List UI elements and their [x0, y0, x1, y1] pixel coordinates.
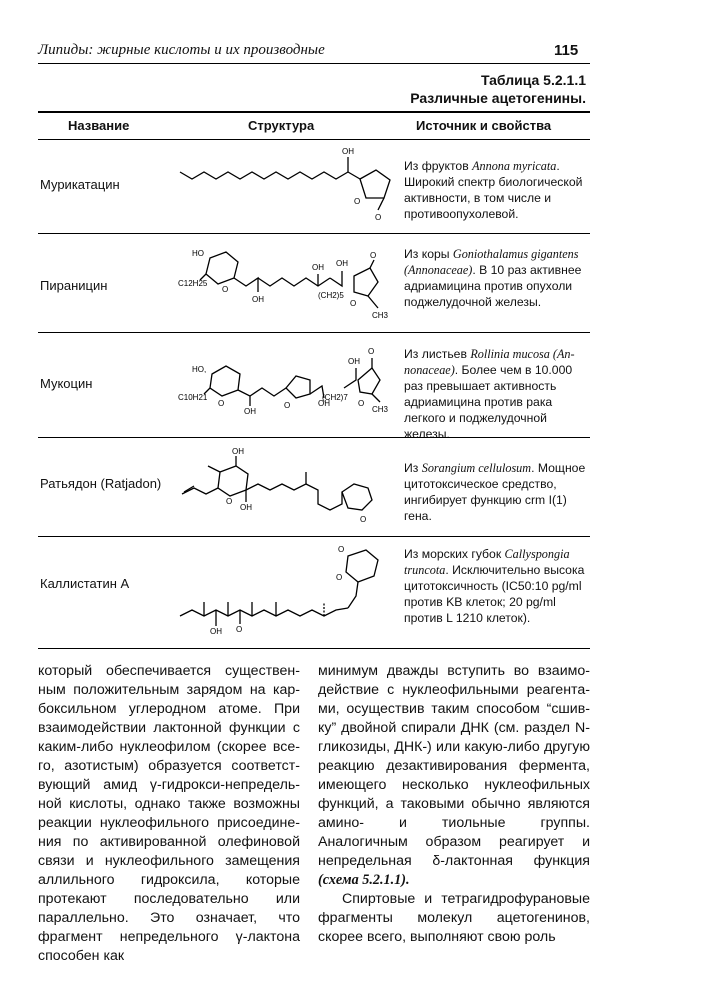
label-o: O — [354, 197, 361, 206]
label-c10h21: C10H21 — [178, 393, 208, 402]
running-title: Липиды: жирные кислоты и их производные — [38, 42, 325, 58]
label-oh: OH — [232, 447, 244, 456]
label-oh: OH — [336, 259, 348, 268]
compound-name: Ратьядон (Ratjadon) — [40, 476, 162, 491]
column-header-name: Название — [68, 118, 130, 133]
table-top-rule — [38, 111, 590, 113]
label-c12h25: C12H25 — [178, 279, 208, 288]
mucocin-structure — [172, 336, 398, 434]
label-o: O — [350, 299, 357, 308]
body-paragraph: минимум дважды вступить во взаимодействие с нуклеофильными реагентами, осуществив таким способом “сшивку” двойной спирали ДНК (см. раздел N-гликозиды, ДНК-) или какую-либо другую реакцию дезактивирования фермента, имеющего несколько нуклеофильных функций, а таковыми обычно являются амино- и тиольные группы. Аналогичным образом реагирует и непредельная δ-лактонная функция — [318, 663, 590, 869]
label-ho: HO, — [192, 365, 207, 374]
pyranicin-structure — [172, 236, 398, 328]
row-divider — [38, 332, 590, 333]
label-o: O — [368, 347, 375, 356]
table-header-rule — [38, 139, 590, 140]
compound-description: Из Sorangium cellulosum. Мощное цитотоксическое средство, ингибирует функцию crm I(1) гена. — [404, 461, 586, 523]
label-o: O — [222, 285, 229, 294]
compound-description: Из листьев Rollinia mucosa (Annonaceae). Более чем в 10.000 раз превышает активность адриамицина против рака легкого и поджелудочной железы. — [404, 347, 575, 441]
label-o: O — [218, 399, 225, 408]
body-text-left-column: который обеспечивается существенным положительным зарядом на карбоксильном углеродном атоме. При взаимодействии лактонной функции с каким-либо нуклеофилом (скорее всего, азотистым) образуется соответствующий амид γ-гидрокси-непредельной кислоты, однако также возможны реакции нуклеофильного присоединения по активированной олефиновой связи и нуклеофильного замещения аллильного гидроксила, которые протекают последовательно или параллельно. Это означает, что фрагмент непредельного γ-лактона способен как — [38, 663, 300, 964]
body-paragraph: Спиртовые и тетрагидрофурановые фрагменты молекул ацетогенинов, скорее всего, выполняют свою роль — [318, 891, 590, 945]
column-header-structure: Структура — [248, 118, 315, 133]
label-oh: OH — [252, 295, 264, 304]
label-o: O — [370, 251, 377, 260]
body-text-right-column — [318, 662, 590, 947]
label-ch2-7: (CH2)7 — [322, 393, 348, 402]
label-o: O — [236, 625, 243, 634]
label-ch3: CH3 — [372, 311, 389, 320]
label-o: O — [360, 515, 367, 524]
compound-name: Каллистатин А — [40, 576, 130, 591]
table-label: Таблица 5.2.1.1 — [480, 72, 586, 88]
label-o: O — [336, 573, 343, 582]
label-o: O — [358, 399, 365, 408]
row-divider — [38, 437, 590, 438]
compound-name: Пираницин — [40, 278, 108, 293]
label-oh: OH — [312, 263, 324, 272]
label-ho: HO — [192, 249, 204, 258]
callystatin-structure — [172, 540, 398, 644]
header-rule — [38, 63, 590, 64]
label-ch2-5: (CH2)5 — [318, 291, 344, 300]
ratjadone-structure — [172, 442, 398, 530]
page-number: 115 — [554, 42, 579, 59]
table-bottom-rule — [38, 648, 590, 649]
row-divider — [38, 233, 590, 234]
label-oh: OH — [342, 147, 354, 156]
label-oh: OH — [318, 399, 330, 408]
scheme-reference: (схема 5.2.1.1). — [318, 872, 410, 888]
compound-description: Из коры Goniothalamus gigantens (Annonaceae). В 10 раз активнее адриамицина против опухоли поджелудочной железы. — [404, 247, 582, 309]
label-o: O — [375, 213, 382, 222]
muricatacin-structure — [172, 142, 398, 232]
label-oh: OH — [244, 407, 256, 416]
label-o: O — [338, 545, 345, 554]
compound-name: Мурикатацин — [40, 177, 120, 192]
compound-name: Мукоцин — [40, 376, 93, 391]
label-ch3: CH3 — [372, 405, 389, 414]
label-o: O — [284, 401, 291, 410]
label-oh: OH — [210, 627, 222, 636]
compound-description: Из морских губок Callyspongia truncota. Исключительно высока цитотоксичность (IC50:10 pg/ml против KB клеток; 20 pg/ml против L 1210 клеток). — [404, 547, 585, 625]
label-o: O — [226, 497, 233, 506]
row-divider — [38, 536, 590, 537]
label-oh: OH — [240, 503, 252, 512]
compound-description: Из фруктов Annona myricata. Широкий спектр биологической активности, в том числе и противоопухолевой. — [404, 159, 583, 221]
label-oh: OH — [348, 357, 360, 366]
table-title: Различные ацетогенины. — [410, 90, 586, 106]
column-header-source: Источник и свойства — [416, 118, 552, 133]
